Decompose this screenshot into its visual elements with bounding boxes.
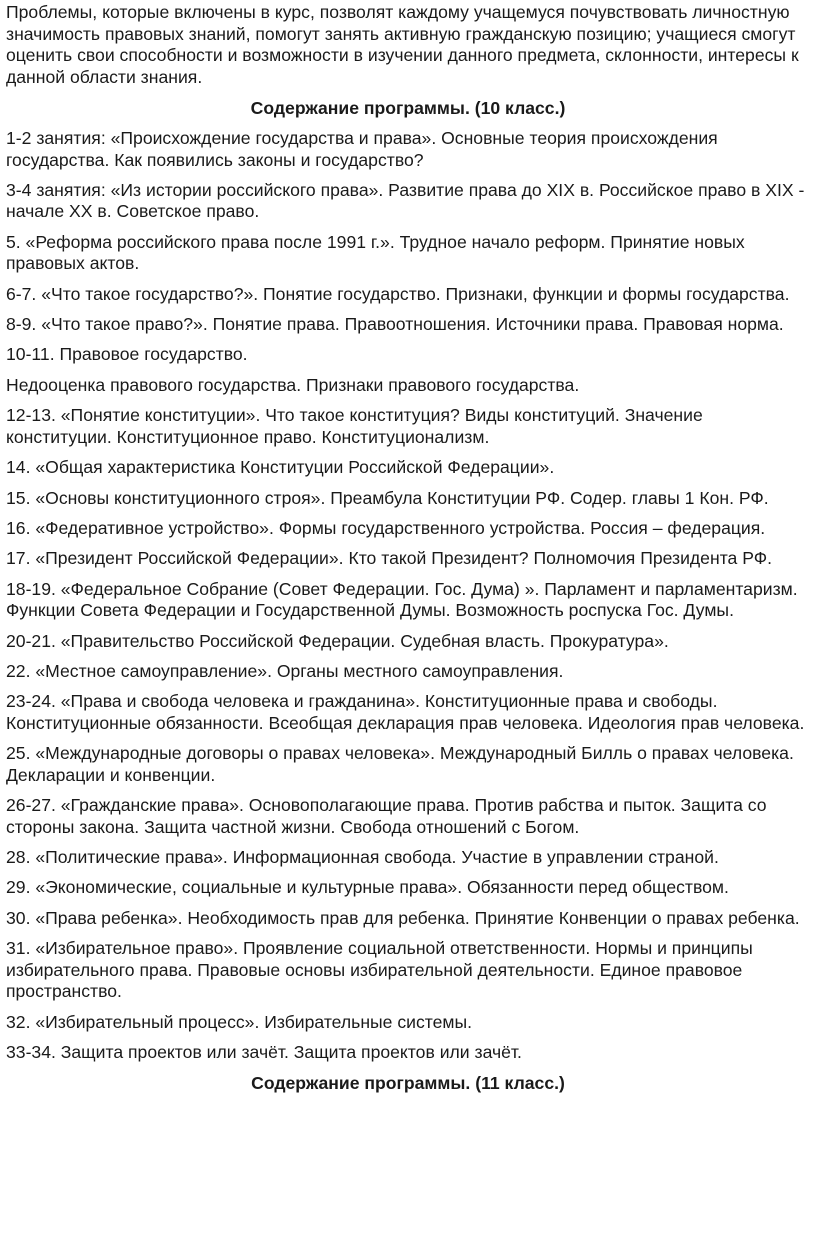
program-item: 31. «Избирательное право». Проявление социальной ответственности. Нормы и принципы избирательного права. Правовые основы избирательной деятельности. Единое правовое пространство. (6, 938, 753, 1002)
program-item: 6-7. «Что такое государство?». Понятие государство. Признаки, функции и формы государства. (6, 283, 790, 304)
program-item: 17. «Президент Российской Федерации». Кто такой Президент? Полномочия Президента РФ. (6, 548, 773, 569)
program-items (6, 128, 810, 1063)
program-item: Недооценка правового государства. Признаки правового государства. (6, 374, 580, 395)
program-item: 5. «Реформа российского права после 1991 г.». Трудное начало реформ. Принятие новых правовых актов. (6, 231, 745, 274)
program-item: 28. «Политические права». Информационная свобода. Участие в управлении страной. (6, 847, 719, 868)
program-item: 29. «Экономические, социальные и культурные права». Обязанности перед обществом. (6, 877, 729, 898)
program-item: 14. «Общая характеристика Конституции Российской Федерации». (6, 457, 555, 478)
section-heading-11: Содержание программы. (11 класс.) (251, 1073, 565, 1094)
program-item: 30. «Права ребенка». Необходимость прав для ребенка. Принятие Конвенции о правах ребенка. (6, 907, 800, 928)
program-item: 10-11. Правовое государство. (6, 344, 248, 365)
program-item: 18-19. «Федеральное Собрание (Совет Федерации. Гос. Дума) ». Парламент и парламентаризм. Функции Совета Федерации и Государственной Думы. Возможность роспуска Гос. Думы. (6, 578, 798, 621)
program-item: 1-2 занятия: «Происхождение государства и права». Основные теория происхождения государства. Как появились законы и государство? (6, 128, 718, 170)
program-item: 3-4 занятия: «Из истории российского права». Развитие права до XIX в. Российское право в XIX - начале XX в. Советское право. (6, 179, 805, 222)
program-item: 25. «Международные договоры о правах человека». Международный Билль о правах человека. Декларации и конвенции. (6, 743, 794, 785)
program-item: 22. «Местное самоуправление». Органы местного самоуправления. (6, 660, 564, 681)
intro-paragraph: Проблемы, которые включены в курс, позволят каждому учащемуся почувствовать личностную значимость правовых знаний, помогут занять активную гражданскую позицию; учащиеся смогут оценить свои способности и возможности в изучении данного предмета, склонности, интересы к данной области знания. (6, 2, 799, 87)
program-item: 12-13. «Понятие конституции». Что такое конституция? Виды конституций. Значение конституции. Конституционное право. Конституционализм. (6, 405, 703, 447)
program-item: 32. «Избирательный процесс». Избирательные системы. (6, 1011, 473, 1032)
program-item: 16. «Федеративное устройство». Формы государственного устройства. Россия – федерация. (6, 517, 766, 538)
program-item: 8-9. «Что такое право?». Понятие права. Правоотношения. Источники права. Правовая норма. (6, 314, 784, 335)
program-item: 33-34. Защита проектов или зачёт. Защита проектов или зачёт. (6, 1041, 522, 1062)
program-item: 23-24. «Права и свобода человека и гражданина». Конституционные права и свободы. Конституционные обязанности. Всеобщая декларация прав человека. Идеология прав человека. (6, 691, 805, 733)
section-heading-10: Содержание программы. (10 класс.) (250, 98, 566, 118)
program-item: 15. «Основы конституционного строя». Преамбула Конституции РФ. Содер. главы 1 Кон. РФ. (6, 487, 769, 508)
program-item: 20-21. «Правительство Российской Федерации. Судебная власть. Прокуратура». (6, 630, 669, 651)
program-item: 26-27. «Гражданские права». Основополагающие права. Против рабства и пыток. Защита со стороны закона. Защита частной жизни. Свобода отношений с Богом. (6, 795, 767, 837)
